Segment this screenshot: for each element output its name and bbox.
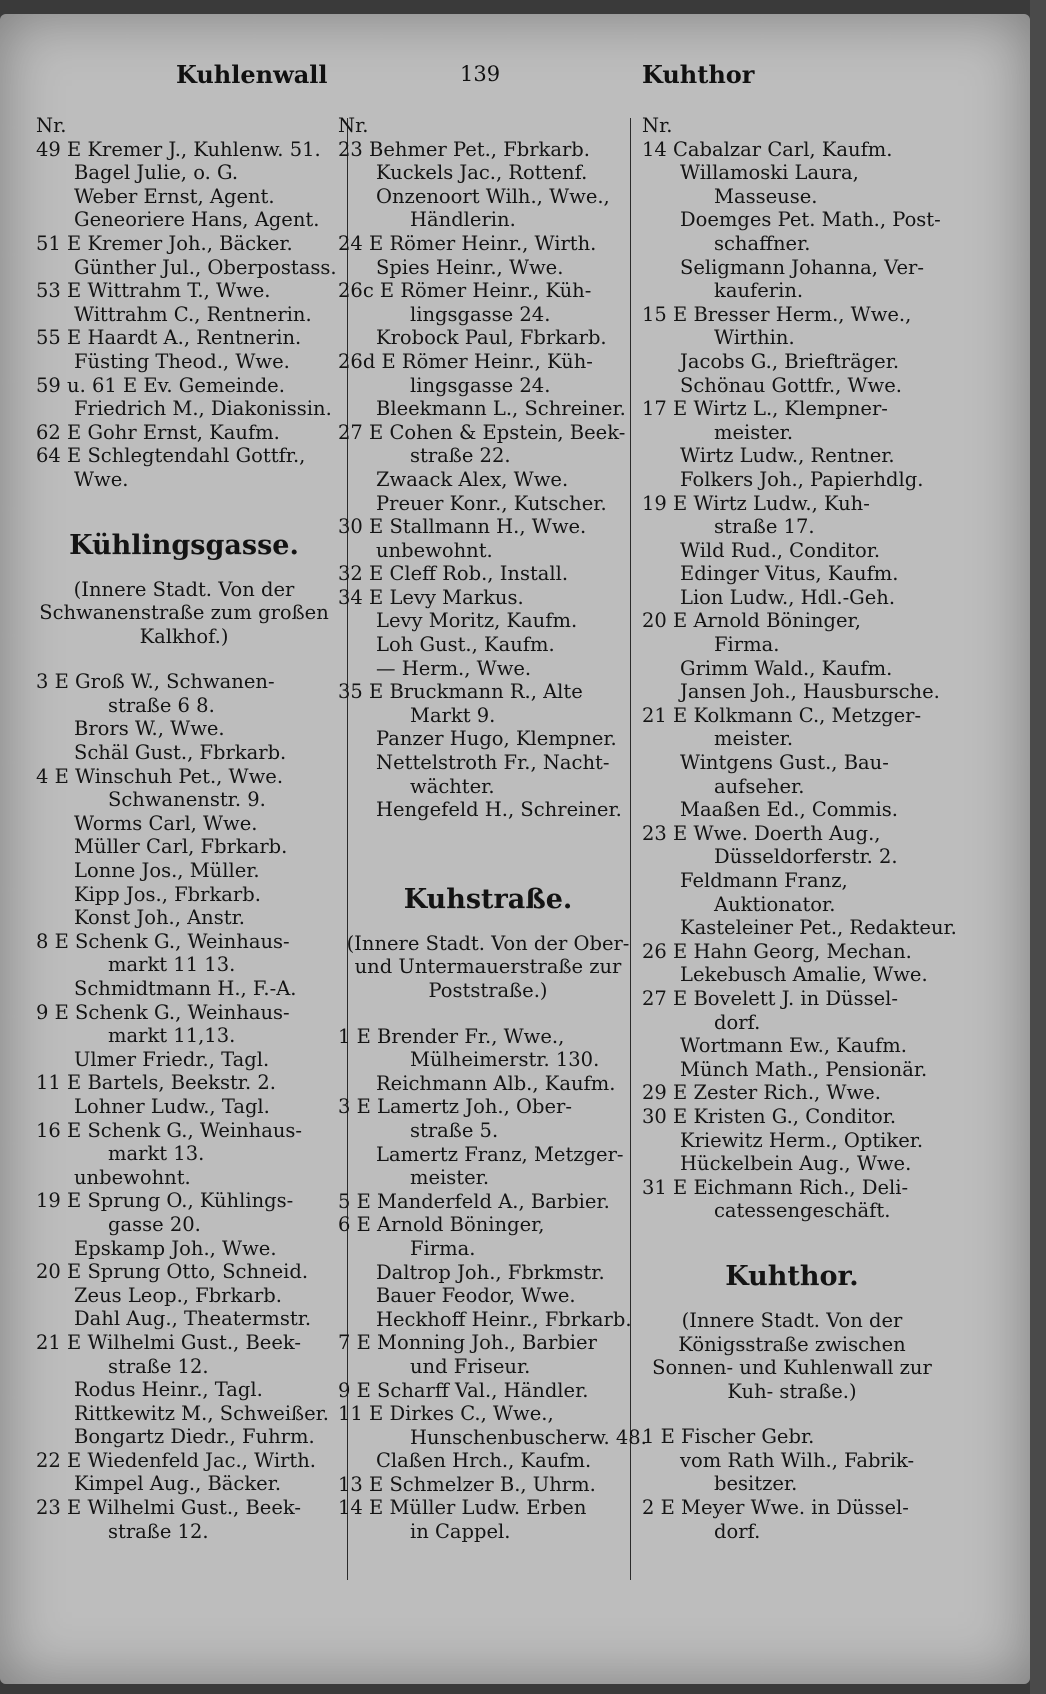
directory-entry-line: 20 E Sprung Otto, Schneid. xyxy=(36,1260,309,1284)
directory-entry-line: 26c E Römer Heinr., Küh- xyxy=(338,279,592,303)
directory-entry-line: 2 E Meyer Wwe. in Düssel- xyxy=(642,1496,909,1520)
directory-entry-line: Spies Heinr., Wwe. xyxy=(376,255,564,279)
directory-entry-line: Claßen Hrch., Kaufm. xyxy=(376,1449,592,1473)
directory-entry-line: Jacobs G., Briefträger. xyxy=(680,349,900,373)
directory-entry-line: Füsting Theod., Wwe. xyxy=(74,349,290,373)
directory-entry-line: Ulmer Friedr., Tagl. xyxy=(74,1047,270,1071)
directory-entry-line: 7 E Monning Joh., Barbier xyxy=(338,1331,597,1355)
directory-entry-line: Wirtz Ludw., Rentner. xyxy=(680,444,895,468)
directory-entry-line: Dahl Aug., Theatermstr. xyxy=(74,1307,312,1331)
directory-entry-line: Wintgens Gust., Bau- xyxy=(680,751,889,775)
directory-entry-line: 11 E Dirkes C., Wwe., xyxy=(338,1402,554,1426)
directory-entry-line: Panzer Hugo, Klempner. xyxy=(376,727,617,751)
directory-entry-line: Firma. xyxy=(714,633,780,657)
directory-entry-line: 20 E Arnold Böninger, xyxy=(642,609,861,633)
directory-entry-line: Firma. xyxy=(410,1236,476,1260)
directory-entry-line: Heckhoff Heinr., Fbrkarb. xyxy=(376,1307,632,1331)
directory-entry-line: 5 E Manderfeld A., Barbier. xyxy=(338,1189,610,1213)
directory-entry-line: Lekebusch Amalie, Wwe. xyxy=(680,963,928,987)
directory-entry-line: Levy Moritz, Kaufm. xyxy=(376,609,578,633)
directory-entry-line: Preuer Konr., Kutscher. xyxy=(376,491,607,515)
directory-entry-line: Müller Carl, Fbrkarb. xyxy=(74,835,288,859)
directory-entry-line: 34 E Levy Markus. xyxy=(338,585,524,609)
directory-entry-line: Wild Rud., Conditor. xyxy=(680,538,881,562)
directory-entry-line: gasse 20. xyxy=(108,1212,201,1236)
directory-entry-line: 51 E Kremer Joh., Bäcker. xyxy=(36,231,293,255)
directory-entry-line: straße 12. xyxy=(108,1519,209,1543)
directory-entry-line: 32 E Cleff Rob., Install. xyxy=(338,562,569,586)
directory-entry-line: Friedrich M., Diakonissin. xyxy=(74,397,332,421)
directory-entry-line: 17 E Wirtz L., Klempner- xyxy=(642,397,888,421)
directory-entry-line: Bleekmann L., Schreiner. xyxy=(376,397,626,421)
directory-entry-line: Seligmann Johanna, Ver- xyxy=(680,255,924,279)
directory-entry-line: Lamertz Franz, Metzger- xyxy=(376,1142,624,1166)
directory-entry-line: Günther Jul., Oberpostass. xyxy=(74,255,337,279)
directory-entry-line: Brors W., Wwe. xyxy=(74,717,225,741)
street-heading: Kuhthor. xyxy=(725,1260,859,1292)
directory-entry-line: Markt 9. xyxy=(410,703,496,727)
directory-entry-line: Grimm Wald., Kaufm. xyxy=(680,656,893,680)
directory-entry-line: Willamoski Laura, xyxy=(680,161,859,185)
directory-entry-line: lingsgasse 24. xyxy=(410,302,551,326)
directory-entry-line: Wortmann Ew., Kaufm. xyxy=(680,1034,907,1058)
page-number: 139 xyxy=(460,62,501,86)
directory-entry-line: straße 22. xyxy=(410,444,511,468)
directory-entry-line: 9 E Scharff Val., Händler. xyxy=(338,1378,589,1402)
directory-entry-line: 27 E Cohen & Epstein, Beek- xyxy=(338,420,626,444)
directory-entry-line: Kasteleiner Pet., Redakteur. xyxy=(680,916,957,940)
directory-entry-line: markt 13. xyxy=(108,1142,205,1166)
directory-entry-line: 22 E Wiedenfeld Jac., Wirth. xyxy=(36,1448,316,1472)
directory-entry-line: Münch Math., Pensionär. xyxy=(680,1057,928,1081)
directory-entry-line: Loh Gust., Kaufm. xyxy=(376,633,555,657)
directory-entry-line: Weber Ernst, Agent. xyxy=(74,184,275,208)
directory-entry-line: Lonne Jos., Müller. xyxy=(74,859,260,883)
directory-entry-line: vom Rath Wilh., Fabrik- xyxy=(680,1448,915,1472)
street-heading: Kühlingsgasse. xyxy=(69,529,299,561)
directory-entry-line: Kriewitz Herm., Optiker. xyxy=(680,1128,924,1152)
directory-entry-line: Jansen Joh., Hausbursche. xyxy=(680,680,940,704)
directory-entry-line: 23 Behmer Pet., Fbrkarb. xyxy=(338,137,590,161)
directory-entry-line: schaffner. xyxy=(714,231,811,255)
directory-entry-line: 11 E Bartels, Beekstr. 2. xyxy=(36,1071,276,1095)
directory-entry-line: Zeus Leop., Fbrkarb. xyxy=(74,1283,282,1307)
directory-entry-line: Nettelstroth Fr., Nacht- xyxy=(376,751,610,775)
directory-column-3 xyxy=(642,114,957,1543)
directory-entry-line: 35 E Bruckmann R., Alte xyxy=(338,680,583,704)
directory-entry-line: 49 E Kremer J., Kuhlenw. 51. xyxy=(36,137,321,161)
directory-entry-line: Feldmann Franz, xyxy=(680,869,848,892)
directory-entry-line: Schönau Gottfr., Wwe. xyxy=(680,373,902,397)
directory-column-1 xyxy=(36,114,337,1543)
directory-entry-line: 24 E Römer Heinr., Wirth. xyxy=(338,231,597,255)
directory-entry-line: 26d E Römer Heinr., Küh- xyxy=(338,349,593,373)
directory-entry-line: 15 E Bresser Herm., Wwe., xyxy=(642,302,912,326)
directory-entry-line: und Friseur. xyxy=(410,1354,531,1378)
directory-entry-line: Wwe. xyxy=(74,467,129,491)
directory-entry-line: Hückelbein Aug., Wwe. xyxy=(680,1152,912,1176)
header-left-street: Kuhlenwall xyxy=(176,60,328,89)
directory-entry-line: markt 11,13. xyxy=(108,1024,236,1048)
directory-entry-line: 30 E Stallmann H., Wwe. xyxy=(338,515,587,539)
directory-entry-line: catessengeschäft. xyxy=(714,1199,891,1223)
directory-entry-line: aufseher. xyxy=(714,774,805,798)
directory-entry-line: straße 17. xyxy=(714,515,815,539)
street-heading: Kuhstraße. xyxy=(403,883,573,915)
directory-entry-line: Wirthin. xyxy=(714,326,795,350)
directory-entry-line: Geneoriere Hans, Agent. xyxy=(74,208,320,232)
directory-entry-line: Hengefeld H., Schreiner. xyxy=(376,798,622,822)
directory-entry-line: Bongartz Diedr., Fuhrm. xyxy=(74,1425,315,1449)
directory-entry-line: Onzenoort Wilh., Wwe., xyxy=(376,184,610,208)
directory-entry-line: Lohner Ludw., Tagl. xyxy=(74,1094,270,1118)
directory-entry-line: Epskamp Joh., Wwe. xyxy=(74,1236,277,1260)
directory-entry-line: 3 E Lamertz Joh., Ober- xyxy=(338,1095,572,1119)
directory-entry-line: 16 E Schenk G., Weinhaus- xyxy=(36,1118,303,1142)
directory-entry-line: 3 E Groß W., Schwanen- xyxy=(36,670,275,694)
directory-entry-line: Konst Joh., Anstr. xyxy=(74,906,245,930)
directory-entry-line: meister. xyxy=(410,1166,490,1190)
directory-entry-line: 19 E Wirtz Ludw., Kuh- xyxy=(642,491,870,515)
directory-entry-line: Krobock Paul, Fbrkarb. xyxy=(376,326,607,350)
directory-entry-line: Daltrop Joh., Fbrkmstr. xyxy=(376,1260,605,1284)
directory-entry-line: 26 E Hahn Georg, Mechan. xyxy=(642,939,912,963)
directory-entry-line: 31 E Eichmann Rich., Deli- xyxy=(642,1175,909,1199)
directory-entry-line: Doemges Pet. Math., Post- xyxy=(680,208,941,232)
directory-entry-line: meister. xyxy=(714,420,794,444)
directory-entry-line: 21 E Kolkmann C., Metzger- xyxy=(642,703,922,727)
directory-entry-line: Kimpel Aug., Bäcker. xyxy=(74,1472,282,1496)
directory-entry-line: unbewohnt. xyxy=(376,538,493,562)
directory-entry-line: Nr. xyxy=(642,114,673,137)
directory-entry-line: 9 E Schenk G., Weinhaus- xyxy=(36,1000,290,1024)
book-page xyxy=(0,14,1030,1684)
directory-entry-line: dorf. xyxy=(714,1519,761,1543)
directory-entry-line: 21 E Wilhelmi Gust., Beek- xyxy=(36,1330,301,1354)
directory-entry-line: 62 E Gohr Ernst, Kaufm. xyxy=(36,420,280,444)
directory-entry-line: wächter. xyxy=(410,774,495,798)
directory-entry-line: 19 E Sprung O., Kühlings- xyxy=(36,1189,294,1213)
directory-entry-line: in Cappel. xyxy=(410,1520,511,1544)
directory-entry-line: Schmidtmann H., F.-A. xyxy=(74,977,297,1000)
directory-entry-line: 14 Cabalzar Carl, Kaufm. xyxy=(642,137,893,161)
directory-entry-line: Nr. xyxy=(36,114,67,137)
directory-entry-line: besitzer. xyxy=(714,1472,798,1496)
directory-entry-line: Rodus Heinr., Tagl. xyxy=(74,1378,263,1402)
directory-entry-line: Folkers Joh., Papierhdlg. xyxy=(680,467,924,491)
directory-entry-line: 6 E Arnold Böninger, xyxy=(338,1213,545,1237)
directory-entry-line: straße 6 8. xyxy=(108,693,215,717)
directory-entry-line: Nr. xyxy=(338,114,369,137)
directory-entry-line: straße 5. xyxy=(410,1118,499,1142)
directory-entry-line: Mülheimerstr. 130. xyxy=(410,1048,600,1072)
directory-entry-line: dorf. xyxy=(714,1010,761,1034)
directory-entry-line: unbewohnt. xyxy=(74,1165,191,1189)
directory-entry-line: 1 E Fischer Gebr. xyxy=(642,1425,815,1449)
page-edge xyxy=(1030,0,1046,1694)
street-description: (Innere Stadt. Von der Ober- und Untermauerstraße zur Poststraße.) xyxy=(346,931,630,1002)
directory-entry-line: Lion Ludw., Hdl.-Geh. xyxy=(680,585,896,609)
header-right-street: Kuhthor xyxy=(642,60,755,89)
directory-entry-line: Bagel Julie, o. G. xyxy=(74,161,239,185)
directory-entry-line: straße 12. xyxy=(108,1354,209,1378)
directory-entry-line: 8 E Schenk G., Weinhaus- xyxy=(36,929,290,953)
directory-entry-line: — Herm., Wwe. xyxy=(376,656,532,680)
directory-entry-line: 64 E Schlegtendahl Gottfr., xyxy=(36,444,306,468)
directory-entry-line: Düsseldorferstr. 2. xyxy=(714,845,898,869)
directory-entry-line: Maaßen Ed., Commis. xyxy=(680,798,898,822)
running-header xyxy=(0,60,1030,100)
directory-entry-line: Bauer Feodor, Wwe. xyxy=(376,1284,576,1308)
directory-entry-line: Händlerin. xyxy=(410,208,516,232)
directory-entry-line: 59 u. 61 E Ev. Gemeinde. xyxy=(36,373,285,397)
directory-entry-line: kauferin. xyxy=(714,279,804,303)
directory-entry-line: Reichmann Alb., Kaufm. xyxy=(376,1071,616,1095)
directory-entry-line: 4 E Winschuh Pet., Wwe. xyxy=(36,764,284,788)
directory-entry-line: 29 E Zester Rich., Wwe. xyxy=(642,1081,881,1105)
section-spacer xyxy=(338,822,638,846)
directory-entry-line: Hunschenbuscherw. 48. xyxy=(410,1425,647,1449)
directory-entry-line: Auktionator. xyxy=(714,892,836,916)
directory-entry-line: Wittrahm C., Rentnerin. xyxy=(74,302,312,326)
directory-entry-line: lingsgasse 24. xyxy=(410,373,551,397)
directory-entry-line: Kuckels Jac., Rottenf. xyxy=(376,161,588,185)
directory-entry-line: 23 E Wilhelmi Gust., Beek- xyxy=(36,1496,301,1520)
directory-entry-line: 1 E Brender Fr., Wwe., xyxy=(338,1024,565,1048)
directory-entry-line: Rittkewitz M., Schweißer. xyxy=(74,1401,329,1425)
directory-entry-line: 23 E Wwe. Doerth Aug., xyxy=(642,821,881,845)
directory-entry-line: Zwaack Alex, Wwe. xyxy=(376,467,569,491)
directory-entry-line: Kipp Jos., Fbrkarb. xyxy=(74,882,261,906)
directory-entry-line: 53 E Wittrahm T., Wwe. xyxy=(36,279,271,303)
directory-entry-line: 27 E Bovelett J. in Düssel- xyxy=(642,986,898,1010)
directory-entry-line: Edinger Vitus, Kaufm. xyxy=(680,562,899,586)
directory-entry-line: meister. xyxy=(714,727,794,751)
directory-entry-line: markt 11 13. xyxy=(108,953,236,977)
directory-entry-line: 14 E Müller Ludw. Erben xyxy=(338,1496,587,1520)
directory-entry-line: Schäl Gust., Fbrkarb. xyxy=(74,741,287,765)
directory-entry-line: 55 E Haardt A., Rentnerin. xyxy=(36,326,302,350)
street-description: (Innere Stadt. Von der Schwanenstraße zum großen Kalkhof.) xyxy=(39,577,329,648)
directory-entry-line: Worms Carl, Wwe. xyxy=(74,811,258,835)
street-description: (Innere Stadt. Von der Königsstraße zwischen Sonnen- und Kuhlenwall zur Kuh- straße.) xyxy=(652,1308,932,1403)
directory-entry-line: 30 E Kristen G., Conditor. xyxy=(642,1104,897,1128)
directory-entry-line: Schwanenstr. 9. xyxy=(108,788,266,812)
directory-entry-line: Masseuse. xyxy=(714,184,818,208)
directory-entry-line: 13 E Schmelzer B., Uhrm. xyxy=(338,1472,596,1496)
directory-column-2 xyxy=(338,114,647,1544)
